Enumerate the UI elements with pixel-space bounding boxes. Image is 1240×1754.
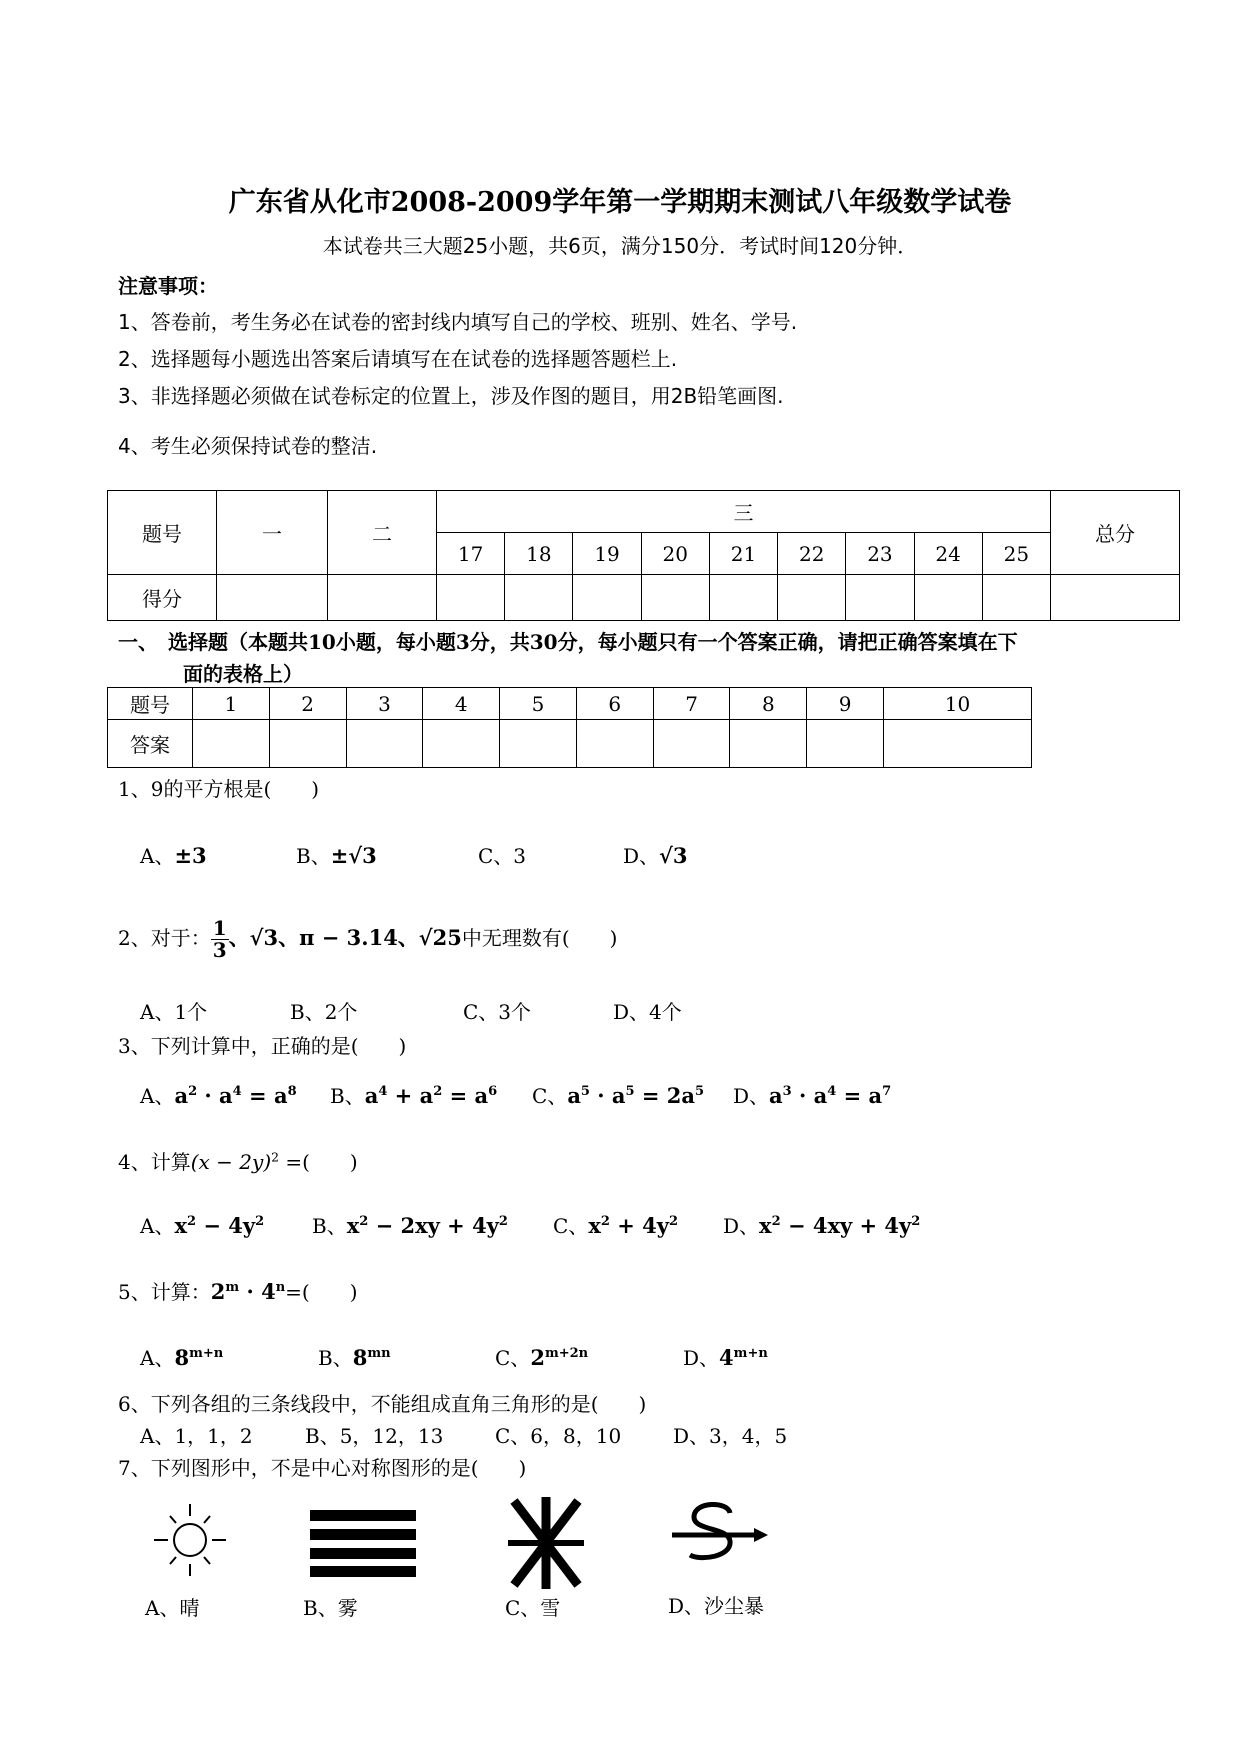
question-3-option-c: C、$a^5 \cdot a^5 = 2a^5$ <box>532 1083 705 1108</box>
question-5-option-b: B、$8^{mn}$ <box>318 1345 391 1370</box>
question-3-stem: 3、下列计算中，正确的是( ) <box>118 1034 407 1058</box>
question-7-option-c: C、雪 <box>505 1596 561 1620</box>
exam-subtitle: 本试卷共三大题25小题，共6页，满分150分．考试时间120分钟． <box>322 234 918 258</box>
score-table-item: 25 <box>982 533 1050 575</box>
score-cell <box>709 575 777 621</box>
answer-table-number: 10 <box>884 688 1032 720</box>
question-3-option-d: D、$a^3 \cdot a^4 = a^7$ <box>733 1083 892 1108</box>
answer-table-number: 5 <box>500 688 577 720</box>
notice-heading: 注意事项： <box>118 274 218 298</box>
question-6-option-b: B、5，12，13 <box>305 1424 444 1448</box>
score-table-part-3: 三 <box>437 491 1051 533</box>
question-1-option-a: A、±3 <box>140 843 207 868</box>
score-table-item: 22 <box>778 533 846 575</box>
notice-item-3: 3、非选择题必须做在试卷标定的位置上，涉及作图的题目，用2B铅笔画图. <box>118 384 784 408</box>
notice-item-1: 1、答卷前，考生务必在试卷的密封线内填写自己的学校、班别、姓名、学号. <box>118 310 798 334</box>
question-2-option-b: B、2个 <box>290 1000 358 1024</box>
question-5-option-a: A、$8^{m+n}$ <box>140 1345 224 1370</box>
answer-table-number: 9 <box>807 688 884 720</box>
question-2-stem: 2、对于： $\frac{1}{3}$ 、√3、π − 3.14、√25中无理数有( ) <box>118 916 618 962</box>
page-title: 广东省从化市2008-2009学年第一学期期末测试八年级数学试卷 <box>228 187 1012 218</box>
answer-cell <box>500 720 577 768</box>
question-7-option-b: B、雾 <box>303 1596 358 1620</box>
question-5-option-c: C、$2^{m+2n}$ <box>495 1345 589 1370</box>
question-7-stem: 7、下列图形中，不是中心对称图形的是( ) <box>118 1456 527 1480</box>
section-1-title-cont: 面的表格上） <box>183 662 303 686</box>
answer-table-number: 7 <box>653 688 730 720</box>
score-cell <box>217 575 328 621</box>
question-1-option-c: C、3 <box>478 844 527 868</box>
answer-table-number: 4 <box>423 688 500 720</box>
score-table-total: 总分 <box>1051 491 1180 575</box>
score-table-part-1: 一 <box>217 491 328 575</box>
question-6-stem: 6、下列各组的三条线段中，不能组成直角三角形的是( ) <box>118 1392 647 1416</box>
score-cell <box>982 575 1050 621</box>
score-cell <box>846 575 914 621</box>
question-2-option-a: A、1个 <box>140 1000 208 1024</box>
answer-table-number: 3 <box>346 688 423 720</box>
answer-table-number: 6 <box>576 688 653 720</box>
answer-table <box>107 687 1032 768</box>
answer-cell <box>807 720 884 768</box>
score-table-score-label: 得分 <box>108 575 217 621</box>
answer-cell <box>884 720 1032 768</box>
snow-icon <box>508 1495 584 1591</box>
fog-icon <box>308 1508 418 1578</box>
sun-icon <box>150 1500 230 1580</box>
answer-table-question-label: 题号 <box>108 688 193 720</box>
question-7-option-d: D、沙尘暴 <box>668 1594 765 1618</box>
score-table-item: 24 <box>914 533 982 575</box>
question-5-stem: 5、计算：$2^m \cdot 4^n=$( ) <box>118 1279 358 1304</box>
score-table-question-label: 题号 <box>108 491 217 575</box>
question-4-option-d: D、$x^2 - 4xy + 4y^2$ <box>723 1213 921 1238</box>
score-cell <box>778 575 846 621</box>
score-cell <box>505 575 573 621</box>
question-6-option-a: A、1，1，2 <box>140 1424 253 1448</box>
question-4-stem: 4、计算$(x - 2y)^2$ =( ) <box>118 1149 358 1174</box>
question-4-option-b: B、$x^2 - 2xy + 4y^2$ <box>312 1213 508 1238</box>
answer-cell <box>423 720 500 768</box>
answer-cell <box>346 720 423 768</box>
score-cell <box>641 575 709 621</box>
score-table-item: 20 <box>641 533 709 575</box>
answer-table-answer-label: 答案 <box>108 720 193 768</box>
sandstorm-icon <box>670 1497 770 1585</box>
answer-cell <box>576 720 653 768</box>
answer-cell <box>730 720 807 768</box>
question-2-option-c: C、3个 <box>463 1000 532 1024</box>
fraction-one-third: $\frac{1}{3}$ <box>212 916 227 962</box>
answer-table-number: 8 <box>730 688 807 720</box>
score-cell <box>437 575 505 621</box>
answer-cell <box>269 720 346 768</box>
score-cell <box>328 575 437 621</box>
question-4-option-c: C、$x^2 + 4y^2$ <box>553 1213 679 1238</box>
question-6-option-d: D、3，4，5 <box>673 1424 788 1448</box>
score-table <box>107 490 1180 621</box>
question-6-option-c: C、6，8，10 <box>495 1424 622 1448</box>
score-table-item: 21 <box>709 533 777 575</box>
score-cell <box>1051 575 1180 621</box>
score-table-item: 19 <box>573 533 641 575</box>
answer-cell <box>193 720 270 768</box>
score-table-part-2: 二 <box>328 491 437 575</box>
question-1-option-d: D、√3 <box>623 843 688 868</box>
notice-item-2: 2、选择题每小题选出答案后请填写在在试卷的选择题答题栏上. <box>118 347 678 371</box>
question-2-option-d: D、4个 <box>613 1000 682 1024</box>
section-1-title: 一、 选择题（本题共10小题，每小题3分，共30分，每小题只有一个答案正确，请把正确答案填在下 <box>118 630 1018 654</box>
score-table-item: 18 <box>505 533 573 575</box>
question-1-stem: 1、9的平方根是( ) <box>118 777 320 801</box>
answer-table-number: 1 <box>193 688 270 720</box>
score-cell <box>573 575 641 621</box>
notice-item-4: 4、考生必须保持试卷的整洁. <box>118 434 378 458</box>
question-4-option-a: A、$x^2 - 4y^2$ <box>140 1213 265 1238</box>
question-1-option-b: B、±√3 <box>296 843 377 868</box>
score-cell <box>914 575 982 621</box>
score-table-item: 17 <box>437 533 505 575</box>
question-3-option-b: B、$a^4 + a^2 = a^6$ <box>330 1083 498 1108</box>
question-3-option-a: A、$a^2 \cdot a^4 = a^8$ <box>140 1083 297 1108</box>
question-5-option-d: D、$4^{m+n}$ <box>683 1345 768 1370</box>
answer-cell <box>653 720 730 768</box>
answer-table-number: 2 <box>269 688 346 720</box>
score-table-item: 23 <box>846 533 914 575</box>
question-7-option-a: A、晴 <box>145 1596 200 1620</box>
